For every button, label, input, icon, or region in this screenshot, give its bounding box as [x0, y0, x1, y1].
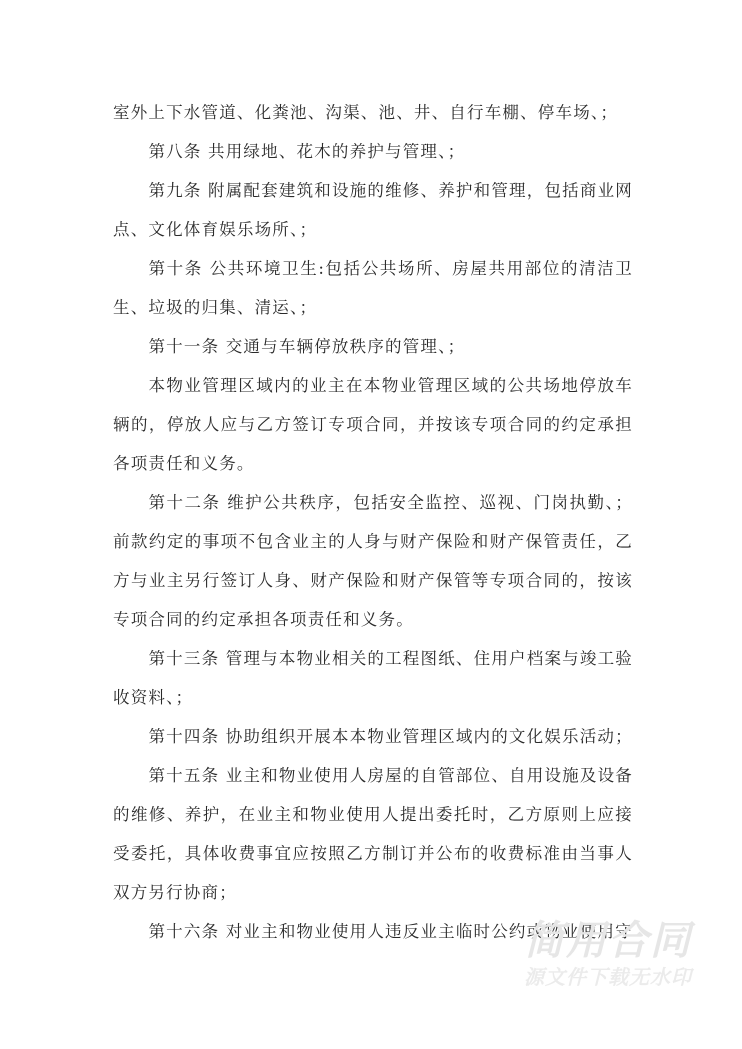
- paragraph-article-15: 第十五条 业主和物业使用人房屋的自管部位、自用设施及设备的维修、养护，在业主和物业使用人提出委托时，乙方原则上应接受委托，具体收费事宜应按照乙方制订并公布的收费标准由当事人双方另行协商；: [113, 766, 633, 902]
- watermark-tagline: 源文件下载无水印: [524, 965, 692, 989]
- paragraph-article-14: 第十四条 协助组织开展本本物业管理区域内的文化娱乐活动；: [148, 727, 633, 746]
- paragraph-article-13: 第十三条 管理与本物业相关的工程图纸、住用户档案与竣工验收资料、；: [113, 649, 633, 707]
- watermark-brand: 简用合同: [524, 918, 692, 964]
- paragraph-article-12: 第十二条 维护公共秩序，包括安全监控、巡视、门岗执勤、；前款约定的事项不包含业主的人身与财产保险和财产保管责任，乙方与业主另行签订人身、财产保险和财产保管等专项合同的，按该专项合同的约定承担各项责任和义务。: [113, 493, 633, 629]
- paragraph-parking: 本物业管理区域内的业主在本物业管理区域的公共场地停放车辆的，停放人应与乙方签订专项合同，并按该专项合同的约定承担各项责任和义务。: [113, 376, 633, 473]
- paragraph-article-8: 第八条 共用绿地、花木的养护与管理、；: [148, 142, 466, 161]
- paragraph-article-16: 第十六条 对业主和物业使用人违反业主临时公约或物业使用守: [148, 922, 633, 941]
- paragraph-continuation: 室外上下水管道、化粪池、沟渠、池、井、自行车棚、停车场、；: [113, 103, 619, 122]
- paragraph-article-11: 第十一条 交通与车辆停放秩序的管理、；: [148, 337, 466, 356]
- paragraph-article-9: 第九条 附属配套建筑和设施的维修、养护和管理，包括商业网点、文化体育娱乐场所、；: [113, 181, 633, 239]
- document-body: [113, 93, 633, 951]
- paragraph-article-10: 第十条 公共环境卫生:包括公共场所、房屋共用部位的清洁卫生、垃圾的归集、清运、；: [113, 259, 633, 317]
- watermark: [508, 918, 708, 990]
